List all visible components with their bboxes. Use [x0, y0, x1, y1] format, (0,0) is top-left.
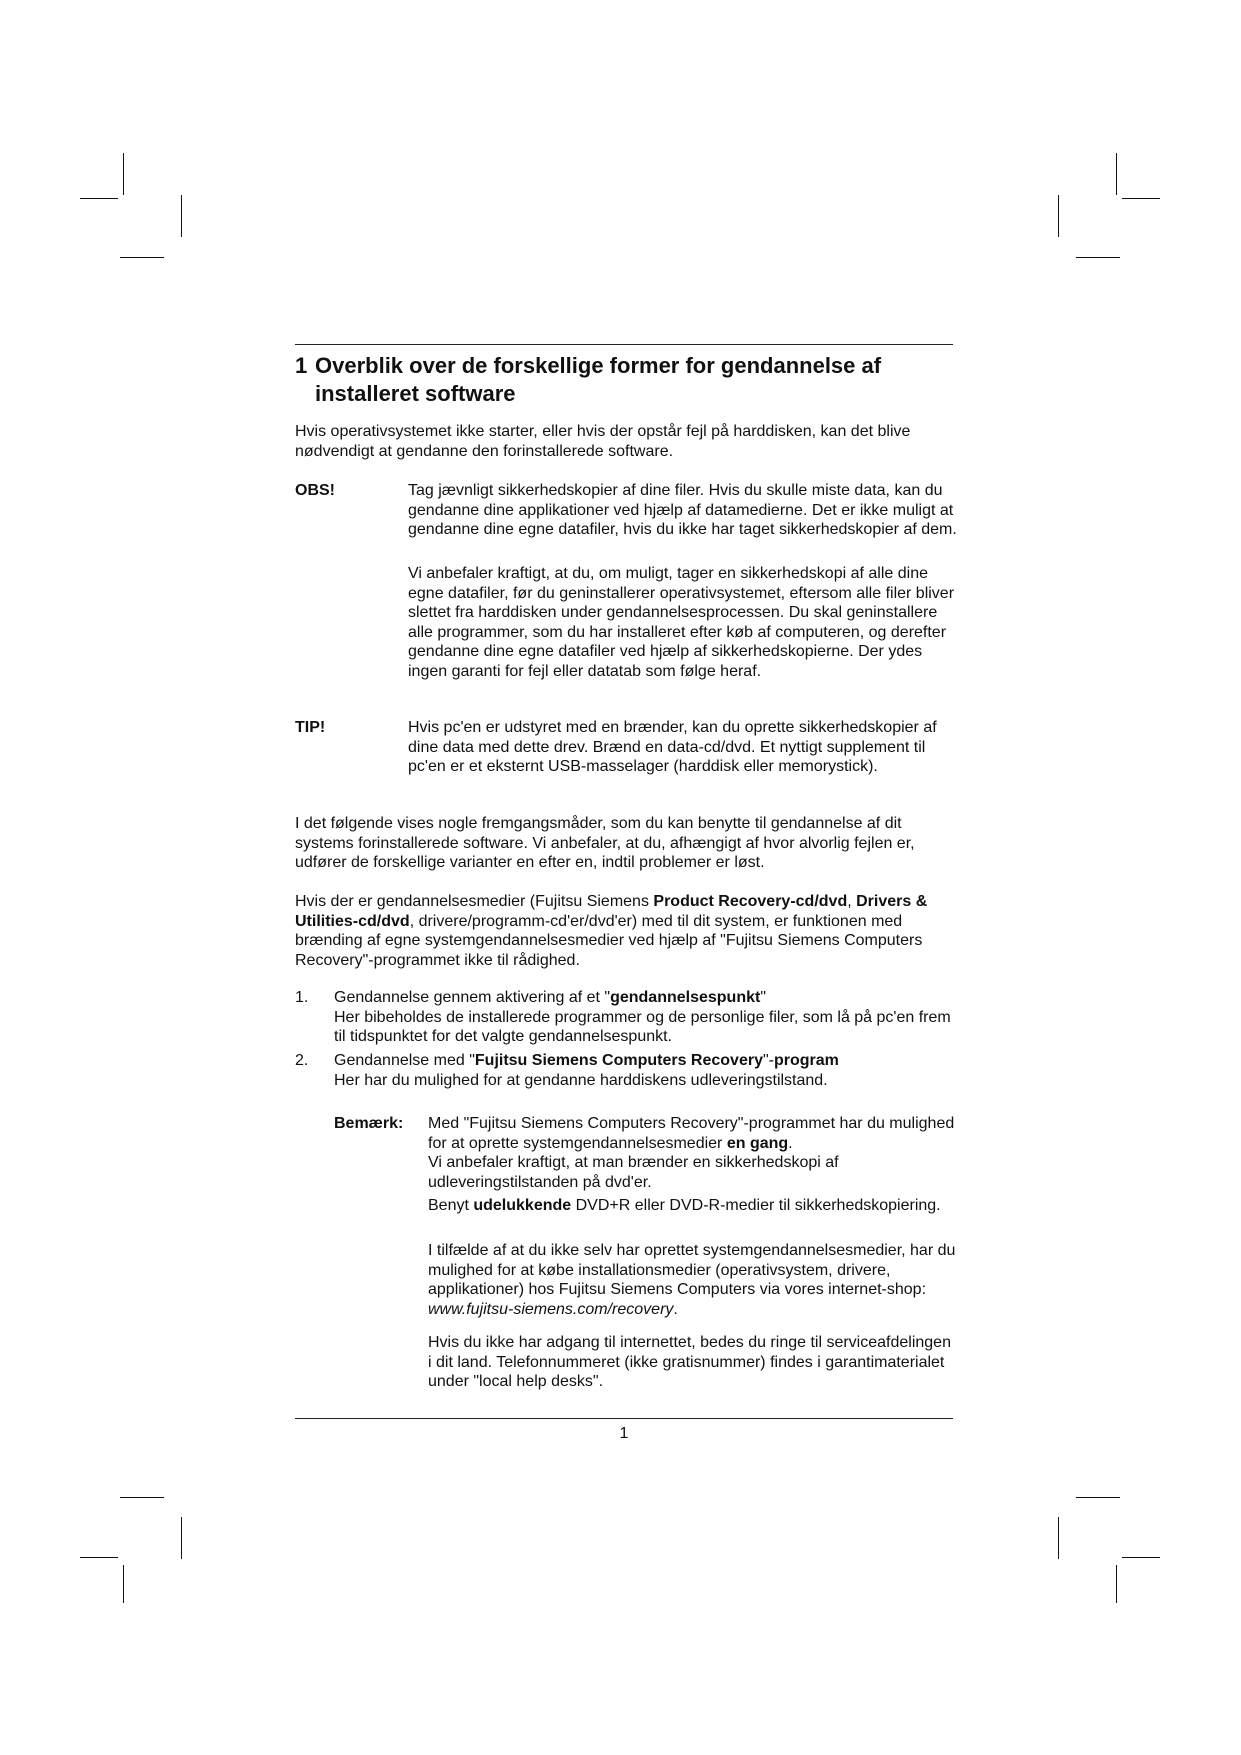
crop-mark [1116, 1565, 1117, 1603]
list-item-title [334, 1051, 954, 1071]
list-item-desc: Her bibeholdes de installerede programmer og de personlige filer, som lå på pc'en frem til tidspunktet for det valgte gendannelsespunkt. [334, 1008, 951, 1045]
list-item-title-bold: gendannelsespunkt [610, 989, 761, 1006]
list-item-title-bold: Fujitsu Siemens Computers Recovery [474, 1052, 763, 1069]
obs-label: OBS! [295, 482, 335, 499]
remark-paragraph-4: Hvis du ikke har adgang til internettet, bedes du ringe til serviceafdelingen i dit land. Telefonnummeret (ikke gratisnummer) findes i garantimaterialet under "local help desks". [428, 1334, 951, 1390]
crop-mark [1058, 195, 1059, 237]
remark-p2-text: Benyt [428, 1197, 474, 1214]
heading-text: Overblik over de forskellige former for gendannelse af installeret software [315, 353, 882, 406]
list-item-title-bold-2: program [774, 1052, 839, 1069]
footer-rule [295, 1418, 953, 1419]
list-item-title-pre: Gendannelse med " [334, 1052, 475, 1069]
remark-label: Bemærk: [334, 1115, 404, 1132]
crop-mark [1076, 1497, 1120, 1498]
list-item-title-post: " [760, 989, 767, 1006]
crop-mark [181, 1517, 182, 1559]
list-item-title-pre: Gendannelse gennem aktivering af et " [334, 989, 611, 1006]
remark-p3-text: I tilfælde af at du ikke selv har oprettet systemgendannelsesmedier, har du mulighed for at købe installationsmedier (operativsystem, drivere, applikationer) hos Fujitsu Siemens Computers via vores internet-shop: [428, 1242, 956, 1298]
crop-mark [80, 1557, 118, 1558]
intro-paragraph: Hvis operativsystemet ikke starter, eller hvis der opstår fejl på harddisken, kan det blive nødvendigt at gendanne den forinstallerede software. [295, 423, 911, 460]
procedures-paragraph: I det følgende vises nogle fremgangsmåder, som du kan benytte til gendannelse af dit systems forinstallerede software. Vi anbefaler, at du, afhængigt af hvor alvorlig fejlen er, udfører de forskellige varianter en efter en, indtil problemer er løst. [295, 815, 915, 871]
tip-label: TIP! [295, 719, 326, 736]
list-item [334, 1051, 954, 1090]
media-bold-1: Product Recovery-cd/dvd [653, 893, 848, 910]
list-item-title [334, 988, 954, 1008]
crop-mark [120, 1497, 164, 1498]
crop-mark [120, 257, 164, 258]
crop-mark [123, 153, 124, 195]
remark-p1-text: Med "Fujitsu Siemens Computers Recovery"-programmet har du mulighed for at oprette systemgendannelsesmedier [428, 1115, 955, 1152]
remark-p2-bold: udelukkende [473, 1197, 572, 1214]
header-rule [295, 344, 953, 345]
recovery-url: www.fujitsu-siemens.com/recovery [428, 1300, 674, 1318]
crop-mark [1122, 1557, 1160, 1558]
remark-p1-end: . [788, 1134, 793, 1152]
crop-mark [181, 195, 182, 237]
media-text-1: Hvis der er gendannelsesmedier (Fujitsu Siemens [295, 893, 654, 910]
list-item-number: 1. [295, 989, 309, 1006]
list-item-desc: Her har du mulighed for at gendanne harddiskens udleveringstilstand. [334, 1071, 828, 1089]
media-text-2: , [847, 893, 857, 910]
remark-paragraph-3 [428, 1241, 958, 1319]
obs-paragraph-1: Tag jævnligt sikkerhedskopier af dine filer. Hvis du skulle miste data, kan du gendanne dine applikationer ved hjælp af datamedierne. Det er ikke muligt at gendanne dine egne datafiler, hvis du ikke har taget sikkerhedskopier af dem. [408, 482, 957, 538]
crop-mark [123, 1565, 124, 1603]
media-paragraph [295, 892, 953, 970]
page-number: 1 [619, 1425, 629, 1442]
list-item-title-post: "- [762, 1052, 774, 1069]
crop-mark [1116, 153, 1117, 195]
list-item-number: 2. [295, 1052, 309, 1069]
media-text-3: , drivere/programm-cd'er/dvd'er) med til dit system, er funktionen med brænding af egne systemgendannelsesmedier ved hjælp af "Fujitsu Siemens Computers Recovery"-programmet ikke til rådighed. [295, 912, 923, 969]
crop-mark [80, 198, 118, 199]
heading-number: 1 [295, 353, 308, 378]
media-bold-2: Drivers & Utilities-cd/dvd [295, 893, 928, 930]
crop-mark [1122, 198, 1160, 199]
obs-paragraph-2: Vi anbefaler kraftigt, at du, om muligt, tager en sikkerhedskopi af alle dine egne datafiler, før du geninstallerer operativsystemet, eftersom alle filer bliver slettet fra harddisken under gendannelsesprocessen. Du skal geninstallere alle programmer, som du har installeret efter køb af computeren, og derefter gendanne dine egne datafiler ved hjælp af sikkerhedskopierne. Der ydes ingen garanti for fejl eller datatab som følge heraf. [408, 565, 955, 680]
crop-mark [1076, 257, 1120, 258]
remark-paragraph-1 [428, 1114, 958, 1192]
remark-p1-bold: en gang [726, 1134, 789, 1152]
list-item [334, 988, 954, 1047]
page-title [295, 352, 955, 408]
remark-p2-end: DVD+R eller DVD-R-medier til sikkerhedskopiering. [571, 1197, 941, 1214]
remark-p3-end: . [673, 1300, 678, 1318]
crop-mark [1058, 1517, 1059, 1559]
tip-paragraph: Hvis pc'en er udstyret med en brænder, kan du oprette sikkerhedskopier af dine data med dette drev. Brænd en data-cd/dvd. Et nyttigt supplement til pc'en er et eksternt USB-masselager (harddisk eller memorystick). [408, 719, 937, 775]
remark-paragraph-2 [428, 1196, 958, 1216]
remark-p1-second: Vi anbefaler kraftigt, at man brænder en sikkerhedskopi af udleveringstilstanden på dvd'er. [428, 1154, 839, 1191]
